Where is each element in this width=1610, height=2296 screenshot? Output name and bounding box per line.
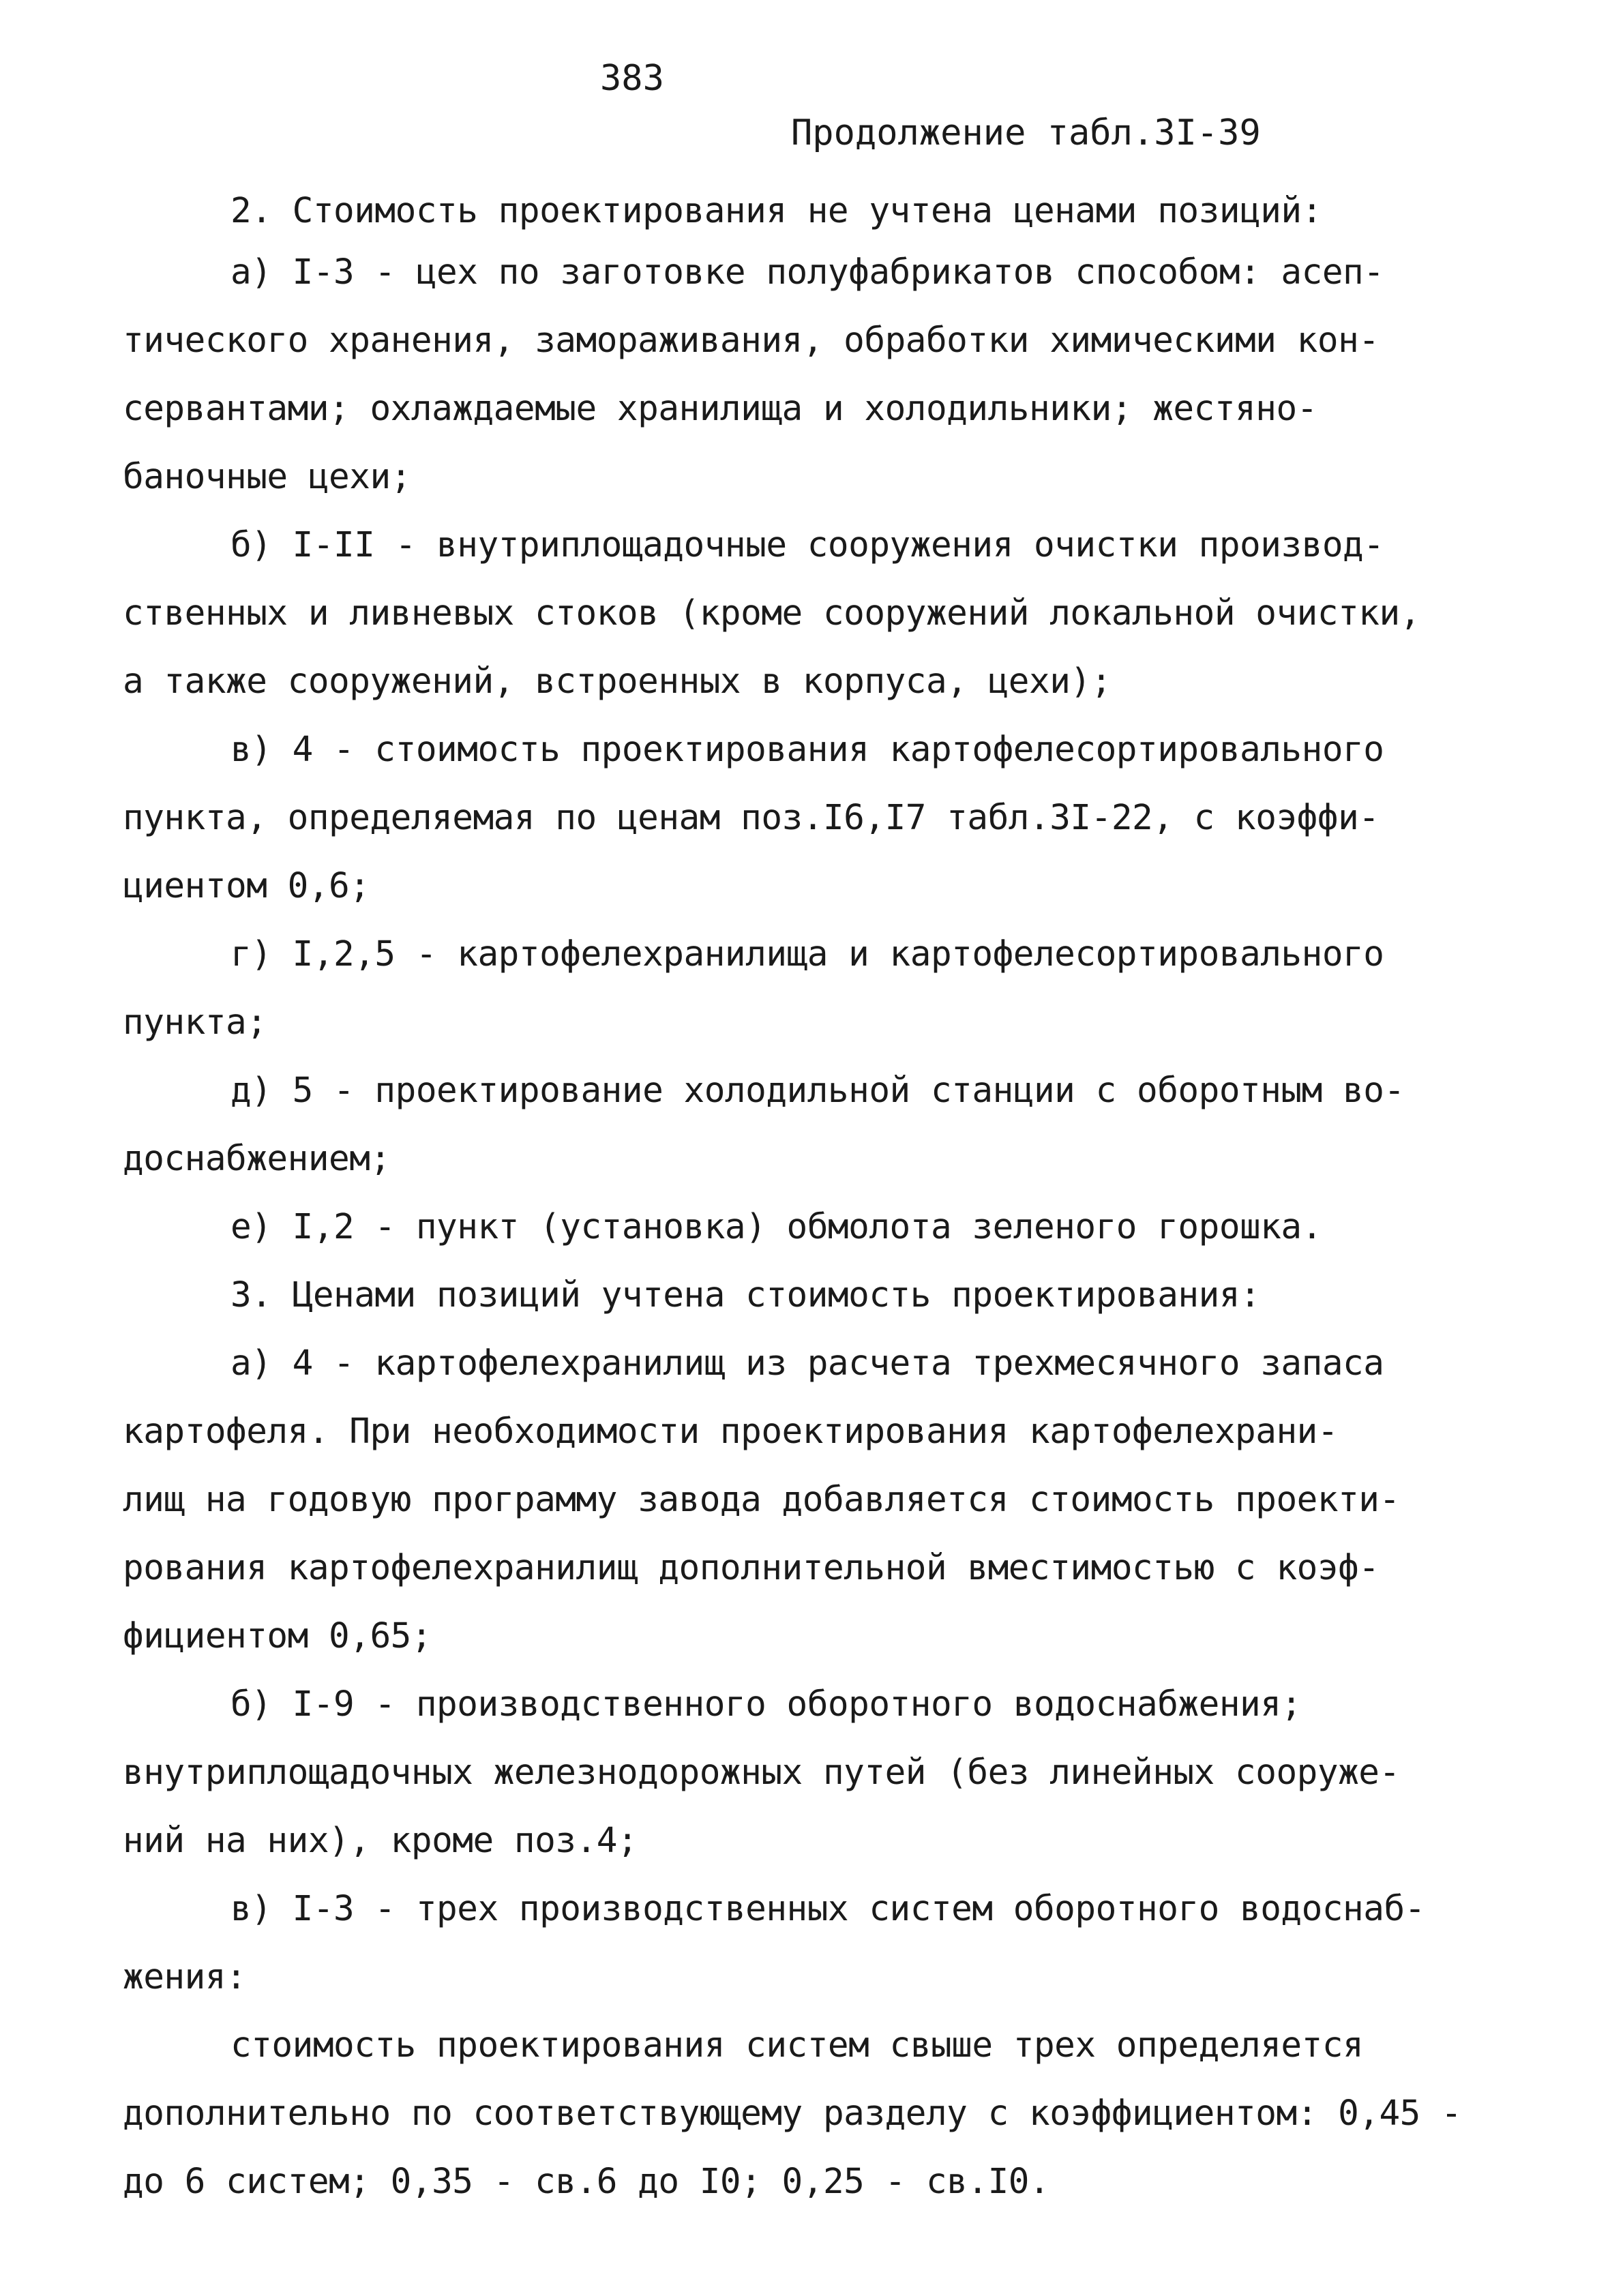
paragraph-line: д) 5 - проектирование холодильной станции с оборотным во-: [230, 1071, 1405, 1111]
page-number: 383: [600, 58, 664, 99]
paragraph-line: дополнительно по соответствующему разделу с коэффициентом: 0,45 -: [123, 2093, 1462, 2134]
table-continuation-label: Продолжение табл.3I-39: [791, 113, 1261, 153]
paragraph-line: пункта;: [123, 1002, 267, 1043]
section-3-heading: 3. Ценами позиций учтена стоимость проектирования:: [230, 1275, 1261, 1315]
paragraph-line: сервантами; охлаждаемые хранилища и холодильники; жестяно-: [123, 389, 1317, 429]
paragraph-line: а) I-3 - цех по заготовке полуфабрикатов способом: асеп-: [230, 252, 1384, 293]
section-2-heading: 2. Стоимость проектирования не учтена ценами позиций:: [230, 191, 1322, 231]
paragraph-line: лищ на годовую программу завода добавляется стоимость проекти-: [123, 1480, 1400, 1520]
paragraph-line: а также сооружений, встроенных в корпуса, цехи);: [123, 661, 1112, 702]
paragraph-line: в) 4 - стоимость проектирования картофелесортировального: [230, 730, 1384, 770]
paragraph-line: г) I,2,5 - картофелехранилища и картофелесортировального: [230, 934, 1384, 974]
paragraph-line: пункта, определяемая по ценам поз.I6,I7 табл.3I-22, с коэффи-: [123, 798, 1380, 838]
paragraph-line: картофеля. При необходимости проектирования картофелехрани-: [123, 1412, 1339, 1452]
paragraph-line: а) 4 - картофелехранилищ из расчета трехмесячного запаса: [230, 1343, 1384, 1384]
paragraph-line: до 6 систем; 0,35 - св.6 до I0; 0,25 - св.I0.: [123, 2162, 1050, 2202]
paragraph-line: доснабжением;: [123, 1139, 391, 1179]
paragraph-line: жения:: [123, 1957, 247, 1997]
paragraph-line: е) I,2 - пункт (установка) обмолота зеленого горошка.: [230, 1207, 1322, 1247]
paragraph-line: тического хранения, замораживания, обработки химическими кон-: [123, 320, 1380, 361]
paragraph-line: б) I-9 - производственного оборотного водоснабжения;: [230, 1684, 1302, 1725]
paragraph-line: ственных и ливневых стоков (кроме сооружений локальной очистки,: [123, 593, 1420, 633]
paragraph-line: внутриплощадочных железнодорожных путей (без линейных сооруже-: [123, 1753, 1400, 1793]
paragraph-line: стоимость проектирования систем свыше трех определяется: [230, 2025, 1364, 2066]
paragraph-line: циентом 0,6;: [123, 866, 370, 906]
paragraph-line: фициентом 0,65;: [123, 1616, 432, 1656]
paragraph-line: баночные цехи;: [123, 457, 411, 497]
paragraph-line: рования картофелехранилищ дополнительной вместимостью с коэф-: [123, 1548, 1380, 1588]
paragraph-line: в) I-3 - трех производственных систем оборотного водоснаб-: [230, 1889, 1425, 1929]
paragraph-line: ний на них), кроме поз.4;: [123, 1821, 638, 1861]
paragraph-line: б) I-II - внутриплощадочные сооружения очистки производ-: [230, 525, 1384, 565]
